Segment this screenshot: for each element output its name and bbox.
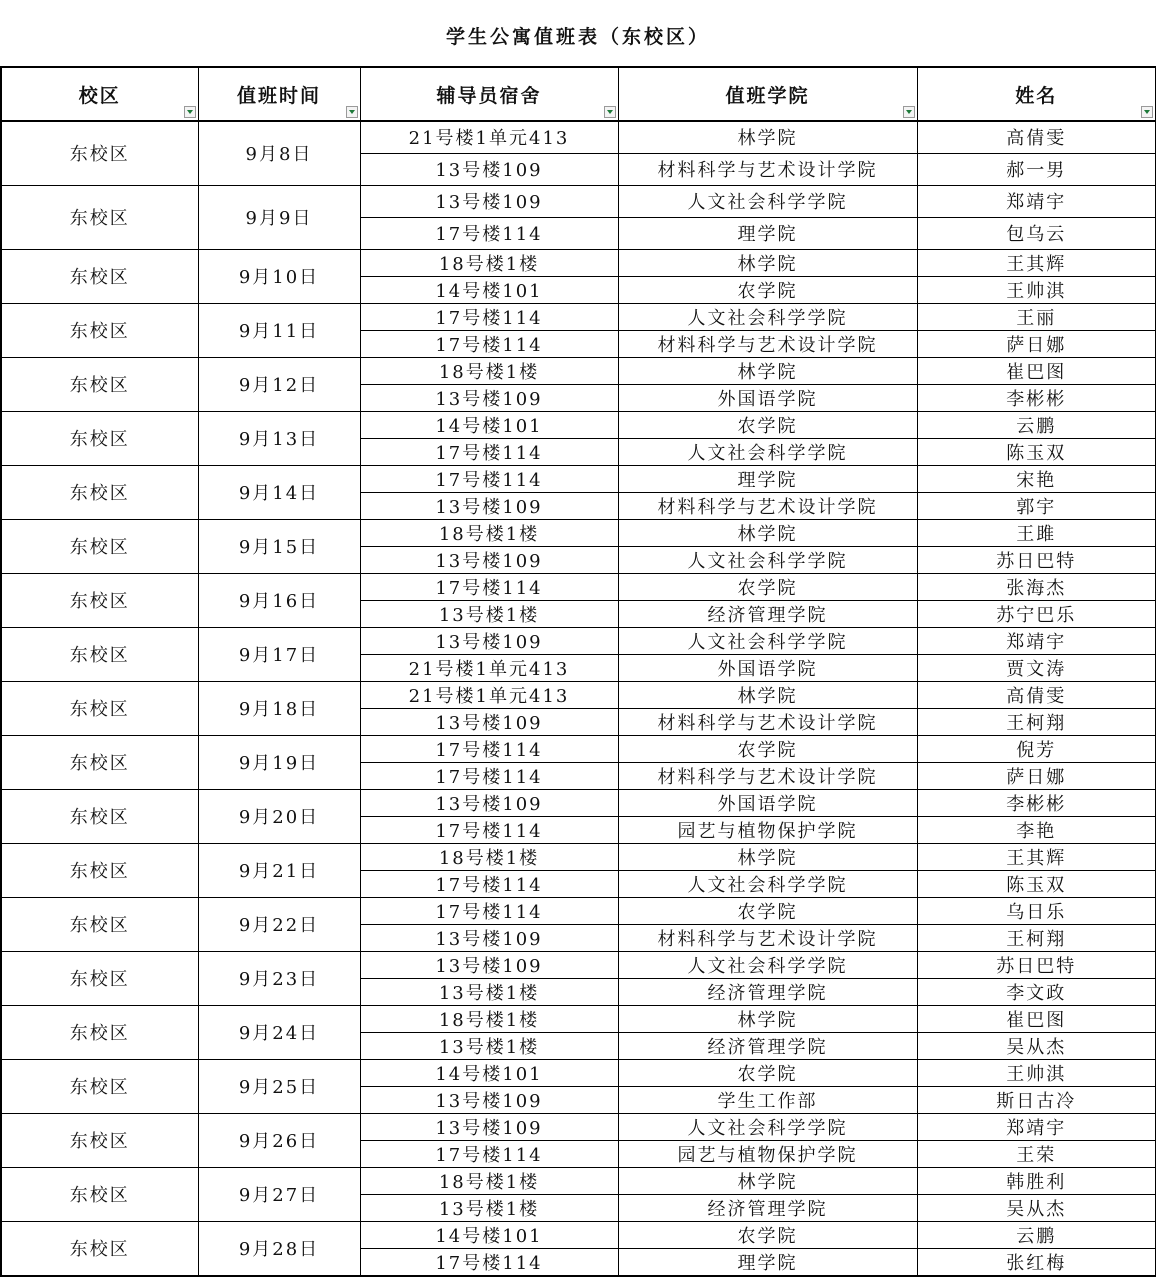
name-cell: 王柯翔 <box>917 924 1156 951</box>
table-row <box>1 1005 1156 1032</box>
dorm-cell: 13号楼109 <box>360 384 618 411</box>
column-header-campus <box>1 67 198 121</box>
dorm-cell: 13号楼109 <box>360 492 618 519</box>
filter-dropdown-icon[interactable] <box>1141 106 1153 118</box>
college-cell: 农学院 <box>618 276 917 303</box>
column-header-label: 校区 <box>78 84 121 107</box>
table-row <box>1 185 1156 217</box>
column-header-name <box>917 67 1156 121</box>
name-cell: 萨日娜 <box>917 762 1156 789</box>
dorm-cell: 14号楼101 <box>360 1221 618 1248</box>
date-cell: 9月18日 <box>198 681 360 735</box>
date-cell: 9月12日 <box>198 357 360 411</box>
table-row <box>1 789 1156 816</box>
college-cell: 林学院 <box>618 681 917 708</box>
college-cell: 理学院 <box>618 1248 917 1276</box>
date-cell: 9月27日 <box>198 1167 360 1221</box>
name-cell: 王雎 <box>917 519 1156 546</box>
campus-cell: 东校区 <box>1 1167 198 1221</box>
name-cell: 陈玉双 <box>917 438 1156 465</box>
date-cell: 9月26日 <box>198 1113 360 1167</box>
campus-cell: 东校区 <box>1 249 198 303</box>
date-cell: 9月15日 <box>198 519 360 573</box>
header-row <box>1 67 1156 121</box>
campus-cell: 东校区 <box>1 303 198 357</box>
name-cell: 吴从杰 <box>917 1032 1156 1059</box>
dorm-cell: 13号楼109 <box>360 951 618 978</box>
name-cell: 郭宇 <box>917 492 1156 519</box>
college-cell: 学生工作部 <box>618 1086 917 1113</box>
college-cell: 人文社会科学学院 <box>618 185 917 217</box>
college-cell: 农学院 <box>618 411 917 438</box>
table-row <box>1 465 1156 492</box>
date-cell: 9月23日 <box>198 951 360 1005</box>
name-cell: 苏日巴特 <box>917 951 1156 978</box>
college-cell: 经济管理学院 <box>618 1032 917 1059</box>
dorm-cell: 13号楼1楼 <box>360 978 618 1005</box>
college-cell: 外国语学院 <box>618 384 917 411</box>
dorm-cell: 17号楼114 <box>360 303 618 330</box>
name-cell: 王柯翔 <box>917 708 1156 735</box>
college-cell: 农学院 <box>618 1221 917 1248</box>
dorm-cell: 13号楼109 <box>360 789 618 816</box>
college-cell: 林学院 <box>618 519 917 546</box>
table-row <box>1 249 1156 276</box>
college-cell: 理学院 <box>618 465 917 492</box>
name-cell: 郑靖宇 <box>917 1113 1156 1140</box>
name-cell: 萨日娜 <box>917 330 1156 357</box>
dorm-cell: 18号楼1楼 <box>360 249 618 276</box>
college-cell: 经济管理学院 <box>618 978 917 1005</box>
date-cell: 9月11日 <box>198 303 360 357</box>
college-cell: 理学院 <box>618 217 917 249</box>
column-header-date <box>198 67 360 121</box>
college-cell: 林学院 <box>618 121 917 153</box>
name-cell: 斯日古冷 <box>917 1086 1156 1113</box>
dorm-cell: 13号楼109 <box>360 924 618 951</box>
table-row <box>1 303 1156 330</box>
dorm-cell: 13号楼1楼 <box>360 600 618 627</box>
college-cell: 经济管理学院 <box>618 1194 917 1221</box>
college-cell: 农学院 <box>618 573 917 600</box>
name-cell: 李彬彬 <box>917 789 1156 816</box>
college-cell: 人文社会科学学院 <box>618 1113 917 1140</box>
date-cell: 9月13日 <box>198 411 360 465</box>
table-row <box>1 843 1156 870</box>
name-cell: 王帅淇 <box>917 276 1156 303</box>
college-cell: 林学院 <box>618 249 917 276</box>
college-cell: 林学院 <box>618 1167 917 1194</box>
table-row <box>1 1167 1156 1194</box>
dorm-cell: 17号楼114 <box>360 438 618 465</box>
date-cell: 9月28日 <box>198 1221 360 1276</box>
campus-cell: 东校区 <box>1 897 198 951</box>
college-cell: 人文社会科学学院 <box>618 438 917 465</box>
campus-cell: 东校区 <box>1 465 198 519</box>
date-cell: 9月20日 <box>198 789 360 843</box>
name-cell: 王帅淇 <box>917 1059 1156 1086</box>
date-cell: 9月10日 <box>198 249 360 303</box>
college-cell: 人文社会科学学院 <box>618 303 917 330</box>
name-cell: 贾文涛 <box>917 654 1156 681</box>
dorm-cell: 17号楼114 <box>360 465 618 492</box>
dorm-cell: 17号楼114 <box>360 217 618 249</box>
campus-cell: 东校区 <box>1 951 198 1005</box>
name-cell: 吴从杰 <box>917 1194 1156 1221</box>
table-row <box>1 627 1156 654</box>
college-cell: 经济管理学院 <box>618 600 917 627</box>
table-row <box>1 573 1156 600</box>
dorm-cell: 17号楼114 <box>360 1248 618 1276</box>
dorm-cell: 13号楼1楼 <box>360 1194 618 1221</box>
name-cell: 崔巴图 <box>917 1005 1156 1032</box>
dorm-cell: 18号楼1楼 <box>360 1005 618 1032</box>
dorm-cell: 13号楼109 <box>360 153 618 185</box>
name-cell: 韩胜利 <box>917 1167 1156 1194</box>
college-cell: 园艺与植物保护学院 <box>618 1140 917 1167</box>
dorm-cell: 21号楼1单元413 <box>360 121 618 153</box>
date-cell: 9月16日 <box>198 573 360 627</box>
dorm-cell: 18号楼1楼 <box>360 519 618 546</box>
dorm-cell: 17号楼114 <box>360 735 618 762</box>
name-cell: 包乌云 <box>917 217 1156 249</box>
name-cell: 郑靖宇 <box>917 627 1156 654</box>
column-header-label: 辅导员宿舍 <box>436 84 542 107</box>
college-cell: 人文社会科学学院 <box>618 546 917 573</box>
college-cell: 园艺与植物保护学院 <box>618 816 917 843</box>
name-cell: 张海杰 <box>917 573 1156 600</box>
name-cell: 张红梅 <box>917 1248 1156 1276</box>
dorm-cell: 17号楼114 <box>360 870 618 897</box>
table-row <box>1 951 1156 978</box>
dorm-cell: 13号楼109 <box>360 627 618 654</box>
name-cell: 郑靖宇 <box>917 185 1156 217</box>
table-header <box>1 67 1156 121</box>
name-cell: 倪芳 <box>917 735 1156 762</box>
college-cell: 农学院 <box>618 735 917 762</box>
table-row <box>1 1221 1156 1248</box>
dorm-cell: 18号楼1楼 <box>360 843 618 870</box>
date-cell: 9月22日 <box>198 897 360 951</box>
college-cell: 农学院 <box>618 897 917 924</box>
campus-cell: 东校区 <box>1 357 198 411</box>
dorm-cell: 13号楼1楼 <box>360 1032 618 1059</box>
college-cell: 人文社会科学学院 <box>618 951 917 978</box>
dorm-cell: 13号楼109 <box>360 1086 618 1113</box>
filter-dropdown-icon[interactable] <box>903 106 915 118</box>
filter-dropdown-icon[interactable] <box>604 106 616 118</box>
campus-cell: 东校区 <box>1 121 198 185</box>
name-cell: 高倩雯 <box>917 681 1156 708</box>
name-cell: 陈玉双 <box>917 870 1156 897</box>
college-cell: 农学院 <box>618 1059 917 1086</box>
college-cell: 材料科学与艺术设计学院 <box>618 924 917 951</box>
campus-cell: 东校区 <box>1 627 198 681</box>
column-header-college <box>618 67 917 121</box>
name-cell: 乌日乐 <box>917 897 1156 924</box>
name-cell: 李彬彬 <box>917 384 1156 411</box>
dorm-cell: 13号楼109 <box>360 1113 618 1140</box>
dorm-cell: 17号楼114 <box>360 1140 618 1167</box>
name-cell: 郝一男 <box>917 153 1156 185</box>
campus-cell: 东校区 <box>1 843 198 897</box>
name-cell: 苏宁巴乐 <box>917 600 1156 627</box>
name-cell: 云鹏 <box>917 1221 1156 1248</box>
column-header-label: 值班时间 <box>236 84 321 107</box>
date-cell: 9月24日 <box>198 1005 360 1059</box>
college-cell: 人文社会科学学院 <box>618 627 917 654</box>
campus-cell: 东校区 <box>1 1113 198 1167</box>
table-row <box>1 1113 1156 1140</box>
filter-dropdown-icon[interactable] <box>184 106 196 118</box>
campus-cell: 东校区 <box>1 1059 198 1113</box>
college-cell: 材料科学与艺术设计学院 <box>618 153 917 185</box>
table-row <box>1 357 1156 384</box>
column-header-dorm <box>360 67 618 121</box>
campus-cell: 东校区 <box>1 789 198 843</box>
college-cell: 材料科学与艺术设计学院 <box>618 492 917 519</box>
name-cell: 王其辉 <box>917 249 1156 276</box>
table-body <box>1 121 1156 1276</box>
name-cell: 高倩雯 <box>917 121 1156 153</box>
name-cell: 李文政 <box>917 978 1156 1005</box>
dorm-cell: 17号楼114 <box>360 330 618 357</box>
dorm-cell: 13号楼109 <box>360 546 618 573</box>
table-row <box>1 1059 1156 1086</box>
dorm-cell: 14号楼101 <box>360 1059 618 1086</box>
name-cell: 李艳 <box>917 816 1156 843</box>
dorm-cell: 17号楼114 <box>360 762 618 789</box>
dorm-cell: 17号楼114 <box>360 897 618 924</box>
dorm-cell: 17号楼114 <box>360 816 618 843</box>
college-cell: 林学院 <box>618 357 917 384</box>
college-cell: 材料科学与艺术设计学院 <box>618 762 917 789</box>
campus-cell: 东校区 <box>1 681 198 735</box>
date-cell: 9月9日 <box>198 185 360 249</box>
date-cell: 9月8日 <box>198 121 360 185</box>
table-row <box>1 681 1156 708</box>
dorm-cell: 18号楼1楼 <box>360 357 618 384</box>
college-cell: 材料科学与艺术设计学院 <box>618 330 917 357</box>
campus-cell: 东校区 <box>1 1005 198 1059</box>
dorm-cell: 21号楼1单元413 <box>360 654 618 681</box>
dorm-cell: 17号楼114 <box>360 573 618 600</box>
name-cell: 苏日巴特 <box>917 546 1156 573</box>
dorm-cell: 21号楼1单元413 <box>360 681 618 708</box>
name-cell: 王丽 <box>917 303 1156 330</box>
duty-table <box>0 66 1156 1277</box>
table-row <box>1 735 1156 762</box>
name-cell: 崔巴图 <box>917 357 1156 384</box>
campus-cell: 东校区 <box>1 573 198 627</box>
campus-cell: 东校区 <box>1 1221 198 1276</box>
name-cell: 王其辉 <box>917 843 1156 870</box>
table-row <box>1 121 1156 153</box>
campus-cell: 东校区 <box>1 411 198 465</box>
college-cell: 林学院 <box>618 1005 917 1032</box>
name-cell: 宋艳 <box>917 465 1156 492</box>
dorm-cell: 13号楼109 <box>360 185 618 217</box>
date-cell: 9月25日 <box>198 1059 360 1113</box>
filter-dropdown-icon[interactable] <box>346 106 358 118</box>
college-cell: 材料科学与艺术设计学院 <box>618 708 917 735</box>
college-cell: 人文社会科学学院 <box>618 870 917 897</box>
dorm-cell: 13号楼109 <box>360 708 618 735</box>
date-cell: 9月17日 <box>198 627 360 681</box>
column-header-label: 值班学院 <box>725 84 810 107</box>
campus-cell: 东校区 <box>1 735 198 789</box>
name-cell: 云鹏 <box>917 411 1156 438</box>
table-row <box>1 519 1156 546</box>
column-header-label: 姓名 <box>1015 84 1058 107</box>
date-cell: 9月21日 <box>198 843 360 897</box>
campus-cell: 东校区 <box>1 519 198 573</box>
college-cell: 外国语学院 <box>618 789 917 816</box>
college-cell: 林学院 <box>618 843 917 870</box>
college-cell: 外国语学院 <box>618 654 917 681</box>
dorm-cell: 14号楼101 <box>360 276 618 303</box>
name-cell: 王荣 <box>917 1140 1156 1167</box>
dorm-cell: 18号楼1楼 <box>360 1167 618 1194</box>
dorm-cell: 14号楼101 <box>360 411 618 438</box>
page-title: 学生公寓值班表（东校区） <box>445 26 710 48</box>
table-row <box>1 897 1156 924</box>
date-cell: 9月14日 <box>198 465 360 519</box>
campus-cell: 东校区 <box>1 185 198 249</box>
date-cell: 9月19日 <box>198 735 360 789</box>
table-row <box>1 411 1156 438</box>
